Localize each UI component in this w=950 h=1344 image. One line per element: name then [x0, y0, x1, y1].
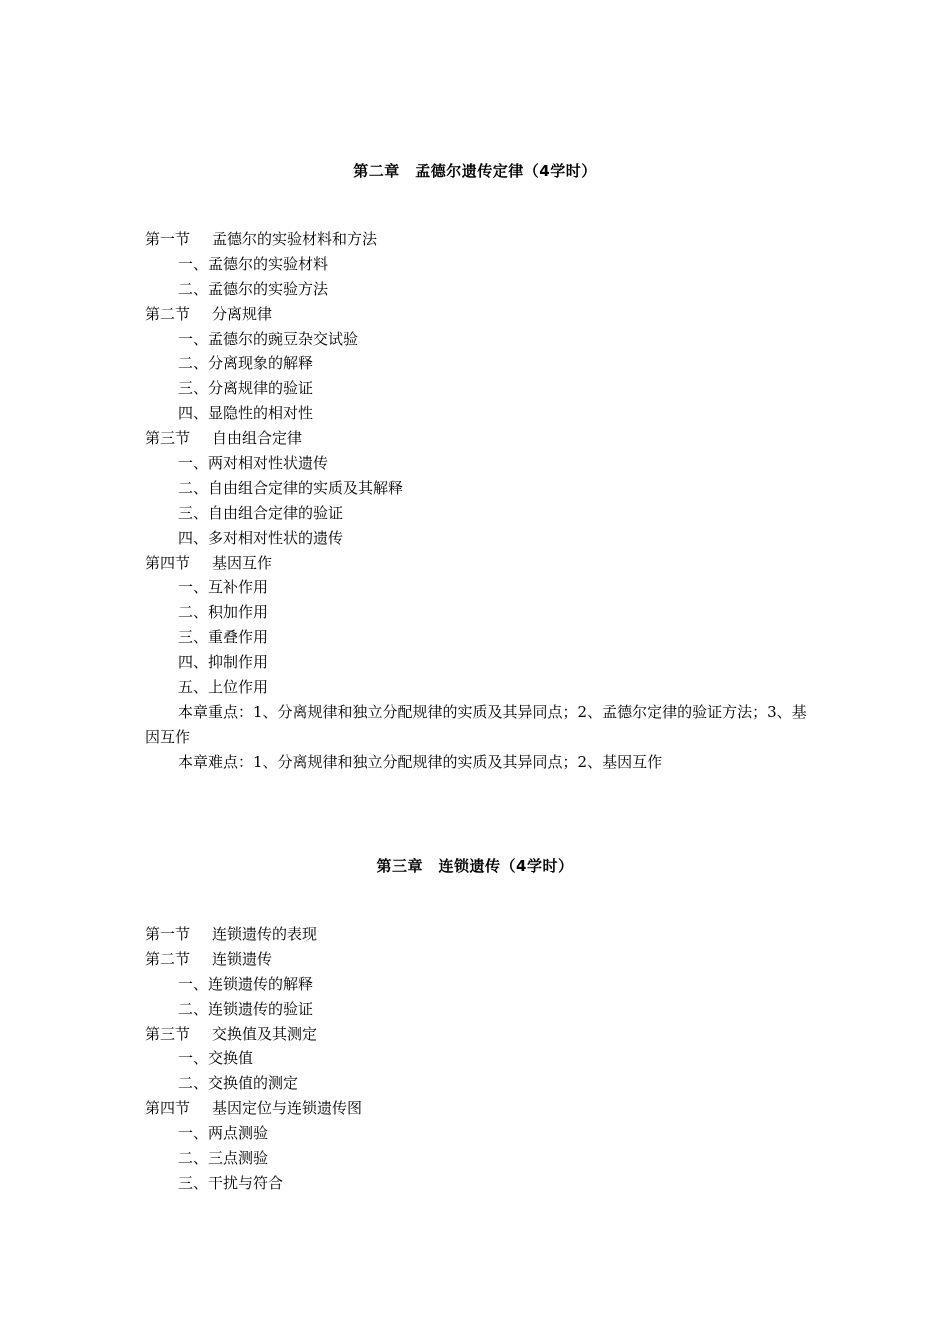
section-title: 基因互作: [212, 553, 273, 572]
section-number: 第二节: [145, 304, 191, 323]
section-heading: [145, 922, 815, 947]
section-number: 第一节: [145, 230, 191, 248]
section-heading: [145, 1096, 815, 1121]
subsection-item: 三、自由组合定律的验证: [178, 503, 344, 522]
subsection-item: 一、孟德尔的实验材料: [178, 254, 329, 273]
subsection-item: 三、干扰与符合: [178, 1173, 284, 1192]
subsection-item: 一、连锁遗传的解释: [178, 974, 314, 993]
chapter-key-points: 本章重点：1、分离规律和独立分配规律的实质及其异同点；2、孟德尔定律的验证方法；3、基因互作: [145, 702, 807, 746]
subsection-item: 四、显隐性的相对性: [178, 404, 314, 423]
section-title: 连锁遗传: [212, 949, 273, 968]
subsection-item: 三、分离规律的验证: [178, 379, 314, 398]
subsection-item: 二、积加作用: [178, 603, 269, 622]
section-title: 自由组合定律: [212, 429, 303, 448]
chapter-2-title: 第二章 孟德尔遗传定律（4学时）: [353, 162, 597, 180]
subsection-item: 一、两点测验: [178, 1124, 269, 1143]
section-title: 孟德尔的实验材料和方法: [212, 230, 378, 248]
section-number: 第四节: [145, 1099, 191, 1118]
section-heading: [145, 227, 815, 252]
section-heading: [145, 426, 815, 451]
subsection-item: 二、分离现象的解释: [178, 354, 314, 373]
section-title: 基因定位与连锁遗传图: [212, 1099, 363, 1118]
subsection-item: 一、孟德尔的豌豆杂交试验: [178, 329, 359, 348]
section-number: 第三节: [145, 1024, 191, 1043]
section-heading: [145, 302, 815, 327]
subsection-item: 一、两对相对性状遗传: [178, 454, 329, 473]
chapter-3-toc: [145, 922, 815, 1196]
section-title: 交换值及其测定: [212, 1024, 318, 1043]
chapter-difficulties: 本章难点：1、分离规律和独立分配规律的实质及其异同点；2、基因互作: [178, 752, 663, 771]
chapter-2-toc: [145, 227, 815, 775]
subsection-item: 一、互补作用: [178, 578, 269, 597]
section-heading: [145, 947, 815, 972]
section-number: 第一节: [145, 925, 191, 943]
subsection-item: 二、自由组合定律的实质及其解释: [178, 478, 404, 497]
subsection-item: 五、上位作用: [178, 678, 269, 697]
chapter-3-title: 第三章 连锁遗传（4学时）: [376, 857, 574, 875]
subsection-item: 一、交换值: [178, 1049, 254, 1068]
subsection-item: 二、三点测验: [178, 1149, 269, 1168]
section-number: 第四节: [145, 553, 191, 572]
section-heading: [145, 1022, 815, 1047]
section-number: 第二节: [145, 949, 191, 968]
subsection-item: 四、多对相对性状的遗传: [178, 528, 344, 547]
subsection-item: 二、交换值的测定: [178, 1074, 299, 1093]
subsection-item: 三、重叠作用: [178, 628, 269, 647]
subsection-item: 四、抑制作用: [178, 653, 269, 672]
section-title: 连锁遗传的表现: [212, 925, 318, 943]
section-title: 分离规律: [212, 304, 273, 323]
subsection-item: 二、孟德尔的实验方法: [178, 279, 329, 298]
section-heading: [145, 551, 815, 576]
subsection-item: 二、连锁遗传的验证: [178, 999, 314, 1018]
section-number: 第三节: [145, 429, 191, 448]
